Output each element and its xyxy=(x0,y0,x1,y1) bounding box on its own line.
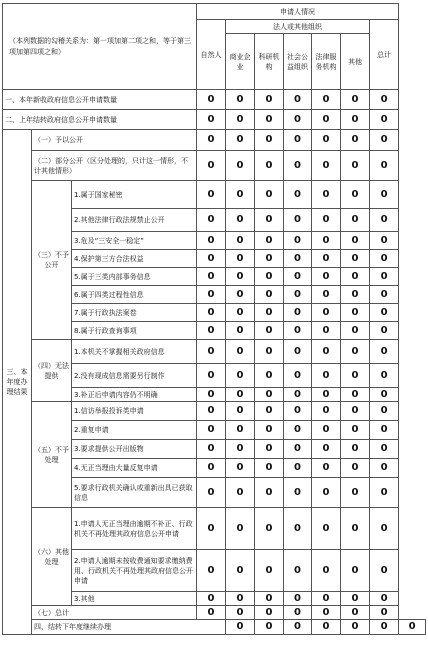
value-cell: 0 xyxy=(312,459,341,478)
row-partial-disclose: （二）部分公开（区分处理的，只计这一情形，不计其他情形） xyxy=(32,151,197,181)
value-cell: 0 xyxy=(255,364,284,388)
row-carried-over: 二、上年结转政府信息公开申请数量 xyxy=(3,110,197,130)
value-cell: 0 xyxy=(284,402,312,421)
row-disclose: （一）予以公开 xyxy=(32,130,197,151)
value-cell: 0 xyxy=(197,340,226,364)
other-handling-reason: 2.申请人逾期未按收费通知要求缴纳费用、行政机关不再处理其政府信息公开申请 xyxy=(72,550,197,592)
table-row xyxy=(3,620,426,635)
value-cell: 0 xyxy=(341,130,370,151)
value-cell: 0 xyxy=(255,232,284,250)
value-cell: 0 xyxy=(341,459,370,478)
value-cell: 0 xyxy=(370,90,399,110)
value-cell: 0 xyxy=(255,209,284,232)
value-cell: 0 xyxy=(284,364,312,388)
value-cell: 0 xyxy=(284,620,312,635)
not-processed-reason: 4.无正当理由大量反复申请 xyxy=(72,459,197,478)
value-cell: 0 xyxy=(197,130,226,151)
value-cell: 0 xyxy=(284,508,312,550)
value-cell: 0 xyxy=(312,181,341,209)
value-cell: 0 xyxy=(341,209,370,232)
value-cell: 0 xyxy=(370,459,399,478)
value-cell: 0 xyxy=(312,340,341,364)
value-cell: 0 xyxy=(226,232,255,250)
value-cell: 0 xyxy=(341,232,370,250)
value-cell: 0 xyxy=(284,90,312,110)
value-cell: 0 xyxy=(341,90,370,110)
value-cell: 0 xyxy=(226,340,255,364)
not-disclosed-reason: 1.属于国家秘密 xyxy=(72,181,197,209)
value-cell: 0 xyxy=(370,421,399,440)
value-cell: 0 xyxy=(255,322,284,340)
legal-service-header: 法律服务机构 xyxy=(312,34,341,90)
value-cell: 0 xyxy=(197,181,226,209)
value-cell: 0 xyxy=(341,286,370,304)
value-cell: 0 xyxy=(255,592,284,606)
not-disclosed-reason: 3.危及“三安全一稳定” xyxy=(72,232,197,250)
value-cell: 0 xyxy=(312,402,341,421)
commercial-header: 商业企业 xyxy=(226,34,255,90)
value-cell: 0 xyxy=(370,508,399,550)
value-cell: 0 xyxy=(197,209,226,232)
value-cell: 0 xyxy=(197,478,226,508)
value-cell: 0 xyxy=(370,181,399,209)
value-cell: 0 xyxy=(370,268,399,286)
value-cell: 0 xyxy=(255,421,284,440)
value-cell: 0 xyxy=(341,421,370,440)
value-cell: 0 xyxy=(370,388,399,402)
value-cell: 0 xyxy=(370,151,399,181)
value-cell: 0 xyxy=(226,286,255,304)
value-cell: 0 xyxy=(312,90,341,110)
value-cell: 0 xyxy=(226,130,255,151)
value-cell: 0 xyxy=(284,322,312,340)
row-carry-forward: 四、结转下年度继续办理 xyxy=(32,620,226,635)
value-cell: 0 xyxy=(341,388,370,402)
table-row xyxy=(3,340,426,364)
value-cell: 0 xyxy=(370,440,399,459)
value-cell: 0 xyxy=(312,304,341,322)
value-cell: 0 xyxy=(226,620,255,635)
value-cell: 0 xyxy=(399,620,426,635)
value-cell: 0 xyxy=(197,440,226,459)
value-cell: 0 xyxy=(370,304,399,322)
value-cell: 0 xyxy=(341,402,370,421)
value-cell: 0 xyxy=(341,592,370,606)
not-disclosed-reason: 8.属于行政查询事项 xyxy=(72,322,197,340)
not-processed-reason: 2.重复申请 xyxy=(72,421,197,440)
value-cell: 0 xyxy=(284,592,312,606)
value-cell: 0 xyxy=(255,286,284,304)
value-cell: 0 xyxy=(284,421,312,440)
value-cell: 0 xyxy=(255,402,284,421)
value-cell: 0 xyxy=(284,340,312,364)
value-cell: 0 xyxy=(197,232,226,250)
value-cell: 0 xyxy=(341,151,370,181)
value-cell: 0 xyxy=(255,388,284,402)
value-cell: 0 xyxy=(284,459,312,478)
value-cell: 0 xyxy=(370,340,399,364)
value-cell: 0 xyxy=(341,606,370,620)
value-cell: 0 xyxy=(312,592,341,606)
value-cell: 0 xyxy=(226,151,255,181)
value-cell: 0 xyxy=(255,268,284,286)
value-cell: 0 xyxy=(226,304,255,322)
value-cell: 0 xyxy=(255,550,284,592)
value-cell: 0 xyxy=(312,110,341,130)
table-row xyxy=(3,606,426,620)
value-cell: 0 xyxy=(284,250,312,268)
not-processed-reason: 1.信访举报投诉类申请 xyxy=(72,402,197,421)
value-cell: 0 xyxy=(341,550,370,592)
value-cell: 0 xyxy=(370,232,399,250)
value-cell: 0 xyxy=(255,304,284,322)
not-disclosed-reason: 2.其他法律行政法规禁止公开 xyxy=(72,209,197,232)
not-disclosed-reason: 5.属于三类内部事务信息 xyxy=(72,268,197,286)
value-cell: 0 xyxy=(312,606,341,620)
other-handling-reason: 3.其他 xyxy=(72,592,197,606)
value-cell: 0 xyxy=(197,606,226,620)
value-cell: 0 xyxy=(341,304,370,322)
value-cell: 0 xyxy=(370,286,399,304)
value-cell: 0 xyxy=(197,421,226,440)
table-row xyxy=(3,181,426,209)
table-row xyxy=(3,402,426,421)
value-cell: 0 xyxy=(197,250,226,268)
value-cell: 0 xyxy=(226,550,255,592)
value-cell: 0 xyxy=(284,478,312,508)
value-cell: 0 xyxy=(312,232,341,250)
value-cell: 0 xyxy=(197,550,226,592)
value-cell: 0 xyxy=(312,364,341,388)
value-cell: 0 xyxy=(226,388,255,402)
value-cell: 0 xyxy=(341,268,370,286)
value-cell: 0 xyxy=(312,151,341,181)
legal-entity-header: 法人或其他组织 xyxy=(226,20,370,34)
value-cell: 0 xyxy=(255,151,284,181)
value-cell: 0 xyxy=(226,209,255,232)
not-processed-reason: 5.要求行政机关确认或重新出具已获取信息 xyxy=(72,478,197,508)
value-cell: 0 xyxy=(312,388,341,402)
not-disclosed-reason: 7.属于行政执法案卷 xyxy=(72,304,197,322)
value-cell: 0 xyxy=(370,550,399,592)
value-cell: 0 xyxy=(370,478,399,508)
natural-person-header: 自然人 xyxy=(197,20,226,90)
value-cell: 0 xyxy=(284,440,312,459)
value-cell: 0 xyxy=(255,130,284,151)
value-cell: 0 xyxy=(312,209,341,232)
value-cell: 0 xyxy=(370,620,399,635)
value-cell: 0 xyxy=(226,402,255,421)
value-cell: 0 xyxy=(197,402,226,421)
value-cell: 0 xyxy=(197,90,226,110)
value-cell: 0 xyxy=(284,388,312,402)
value-cell: 0 xyxy=(197,388,226,402)
value-cell: 0 xyxy=(255,110,284,130)
group-not-disclosed: （三）不予公开 xyxy=(32,181,72,340)
value-cell: 0 xyxy=(226,459,255,478)
value-cell: 0 xyxy=(197,322,226,340)
value-cell: 0 xyxy=(341,110,370,130)
value-cell: 0 xyxy=(226,440,255,459)
section-results: 三、本年度办理结果 xyxy=(3,130,32,635)
value-cell: 0 xyxy=(284,232,312,250)
value-cell: 0 xyxy=(255,90,284,110)
value-cell: 0 xyxy=(255,459,284,478)
value-cell: 0 xyxy=(226,250,255,268)
value-cell: 0 xyxy=(197,304,226,322)
value-cell: 0 xyxy=(197,364,226,388)
value-cell: 0 xyxy=(255,340,284,364)
value-cell: 0 xyxy=(226,421,255,440)
table-row xyxy=(3,508,426,550)
value-cell: 0 xyxy=(370,130,399,151)
group-other-handling: （六）其他处理 xyxy=(32,508,72,606)
value-cell: 0 xyxy=(341,478,370,508)
value-cell: 0 xyxy=(341,364,370,388)
value-cell: 0 xyxy=(284,110,312,130)
social-welfare-header: 社会公益组织 xyxy=(284,34,312,90)
research-header: 科研机构 xyxy=(255,34,284,90)
group-unable-provide: （四）无法提供 xyxy=(32,340,72,402)
header-note: （本列数据的勾稽关系为：第一项加第二项之和，等于第三项加第四项之和） xyxy=(3,4,197,90)
value-cell: 0 xyxy=(312,322,341,340)
value-cell: 0 xyxy=(370,250,399,268)
value-cell: 0 xyxy=(370,110,399,130)
value-cell: 0 xyxy=(226,478,255,508)
value-cell: 0 xyxy=(341,181,370,209)
value-cell: 0 xyxy=(197,592,226,606)
value-cell: 0 xyxy=(284,304,312,322)
value-cell: 0 xyxy=(226,606,255,620)
value-cell: 0 xyxy=(226,364,255,388)
value-cell: 0 xyxy=(226,268,255,286)
value-cell: 0 xyxy=(312,268,341,286)
group-not-processed: （五）不予处理 xyxy=(32,402,72,508)
value-cell: 0 xyxy=(284,550,312,592)
value-cell: 0 xyxy=(312,421,341,440)
table-row xyxy=(3,130,426,151)
value-cell: 0 xyxy=(284,209,312,232)
value-cell: 0 xyxy=(255,181,284,209)
value-cell: 0 xyxy=(284,286,312,304)
value-cell: 0 xyxy=(341,340,370,364)
information-disclosure-table xyxy=(2,3,426,635)
row-new-applications: 一、本年新收政府信息公开申请数量 xyxy=(3,90,197,110)
value-cell: 0 xyxy=(197,459,226,478)
unable-provide-reason: 3.补正后申请内容仍不明确 xyxy=(72,388,197,402)
value-cell: 0 xyxy=(312,440,341,459)
value-cell: 0 xyxy=(226,90,255,110)
unable-provide-reason: 1.本机关不掌握相关政府信息 xyxy=(72,340,197,364)
value-cell: 0 xyxy=(255,620,284,635)
row-subtotal: （七）总计 xyxy=(32,606,197,620)
total-header: 总计 xyxy=(370,20,399,90)
table-row xyxy=(3,151,426,181)
other-header: 其他 xyxy=(341,34,370,90)
value-cell: 0 xyxy=(312,478,341,508)
value-cell: 0 xyxy=(255,478,284,508)
value-cell: 0 xyxy=(341,620,370,635)
value-cell: 0 xyxy=(312,250,341,268)
value-cell: 0 xyxy=(312,620,341,635)
value-cell: 0 xyxy=(284,181,312,209)
value-cell: 0 xyxy=(226,110,255,130)
value-cell: 0 xyxy=(370,606,399,620)
table-row xyxy=(3,110,426,130)
value-cell: 0 xyxy=(255,250,284,268)
applicant-status-header: 申请人情况 xyxy=(197,4,399,20)
table-row xyxy=(3,90,426,110)
value-cell: 0 xyxy=(197,110,226,130)
value-cell: 0 xyxy=(255,508,284,550)
value-cell: 0 xyxy=(341,322,370,340)
value-cell: 0 xyxy=(226,181,255,209)
value-cell: 0 xyxy=(341,508,370,550)
value-cell: 0 xyxy=(255,440,284,459)
value-cell: 0 xyxy=(197,151,226,181)
value-cell: 0 xyxy=(312,550,341,592)
value-cell: 0 xyxy=(197,508,226,550)
other-handling-reason: 1.申请人无正当理由逾期不补正、行政机关不再处理其政府信息公开申请 xyxy=(72,508,197,550)
value-cell: 0 xyxy=(312,286,341,304)
unable-provide-reason: 2.没有现成信息需要另行制作 xyxy=(72,364,197,388)
value-cell: 0 xyxy=(284,606,312,620)
value-cell: 0 xyxy=(197,268,226,286)
value-cell: 0 xyxy=(370,592,399,606)
value-cell: 0 xyxy=(226,508,255,550)
value-cell: 0 xyxy=(312,130,341,151)
value-cell: 0 xyxy=(226,592,255,606)
value-cell: 0 xyxy=(370,402,399,421)
value-cell: 0 xyxy=(284,268,312,286)
not-disclosed-reason: 4.保护第三方合法权益 xyxy=(72,250,197,268)
value-cell: 0 xyxy=(341,440,370,459)
value-cell: 0 xyxy=(370,364,399,388)
not-processed-reason: 3.要求提供公开出版物 xyxy=(72,440,197,459)
value-cell: 0 xyxy=(312,508,341,550)
value-cell: 0 xyxy=(370,209,399,232)
value-cell: 0 xyxy=(284,130,312,151)
not-disclosed-reason: 6.属于四类过程性信息 xyxy=(72,286,197,304)
value-cell: 0 xyxy=(284,151,312,181)
value-cell: 0 xyxy=(341,250,370,268)
value-cell: 0 xyxy=(370,322,399,340)
value-cell: 0 xyxy=(197,286,226,304)
value-cell: 0 xyxy=(226,322,255,340)
value-cell: 0 xyxy=(255,606,284,620)
